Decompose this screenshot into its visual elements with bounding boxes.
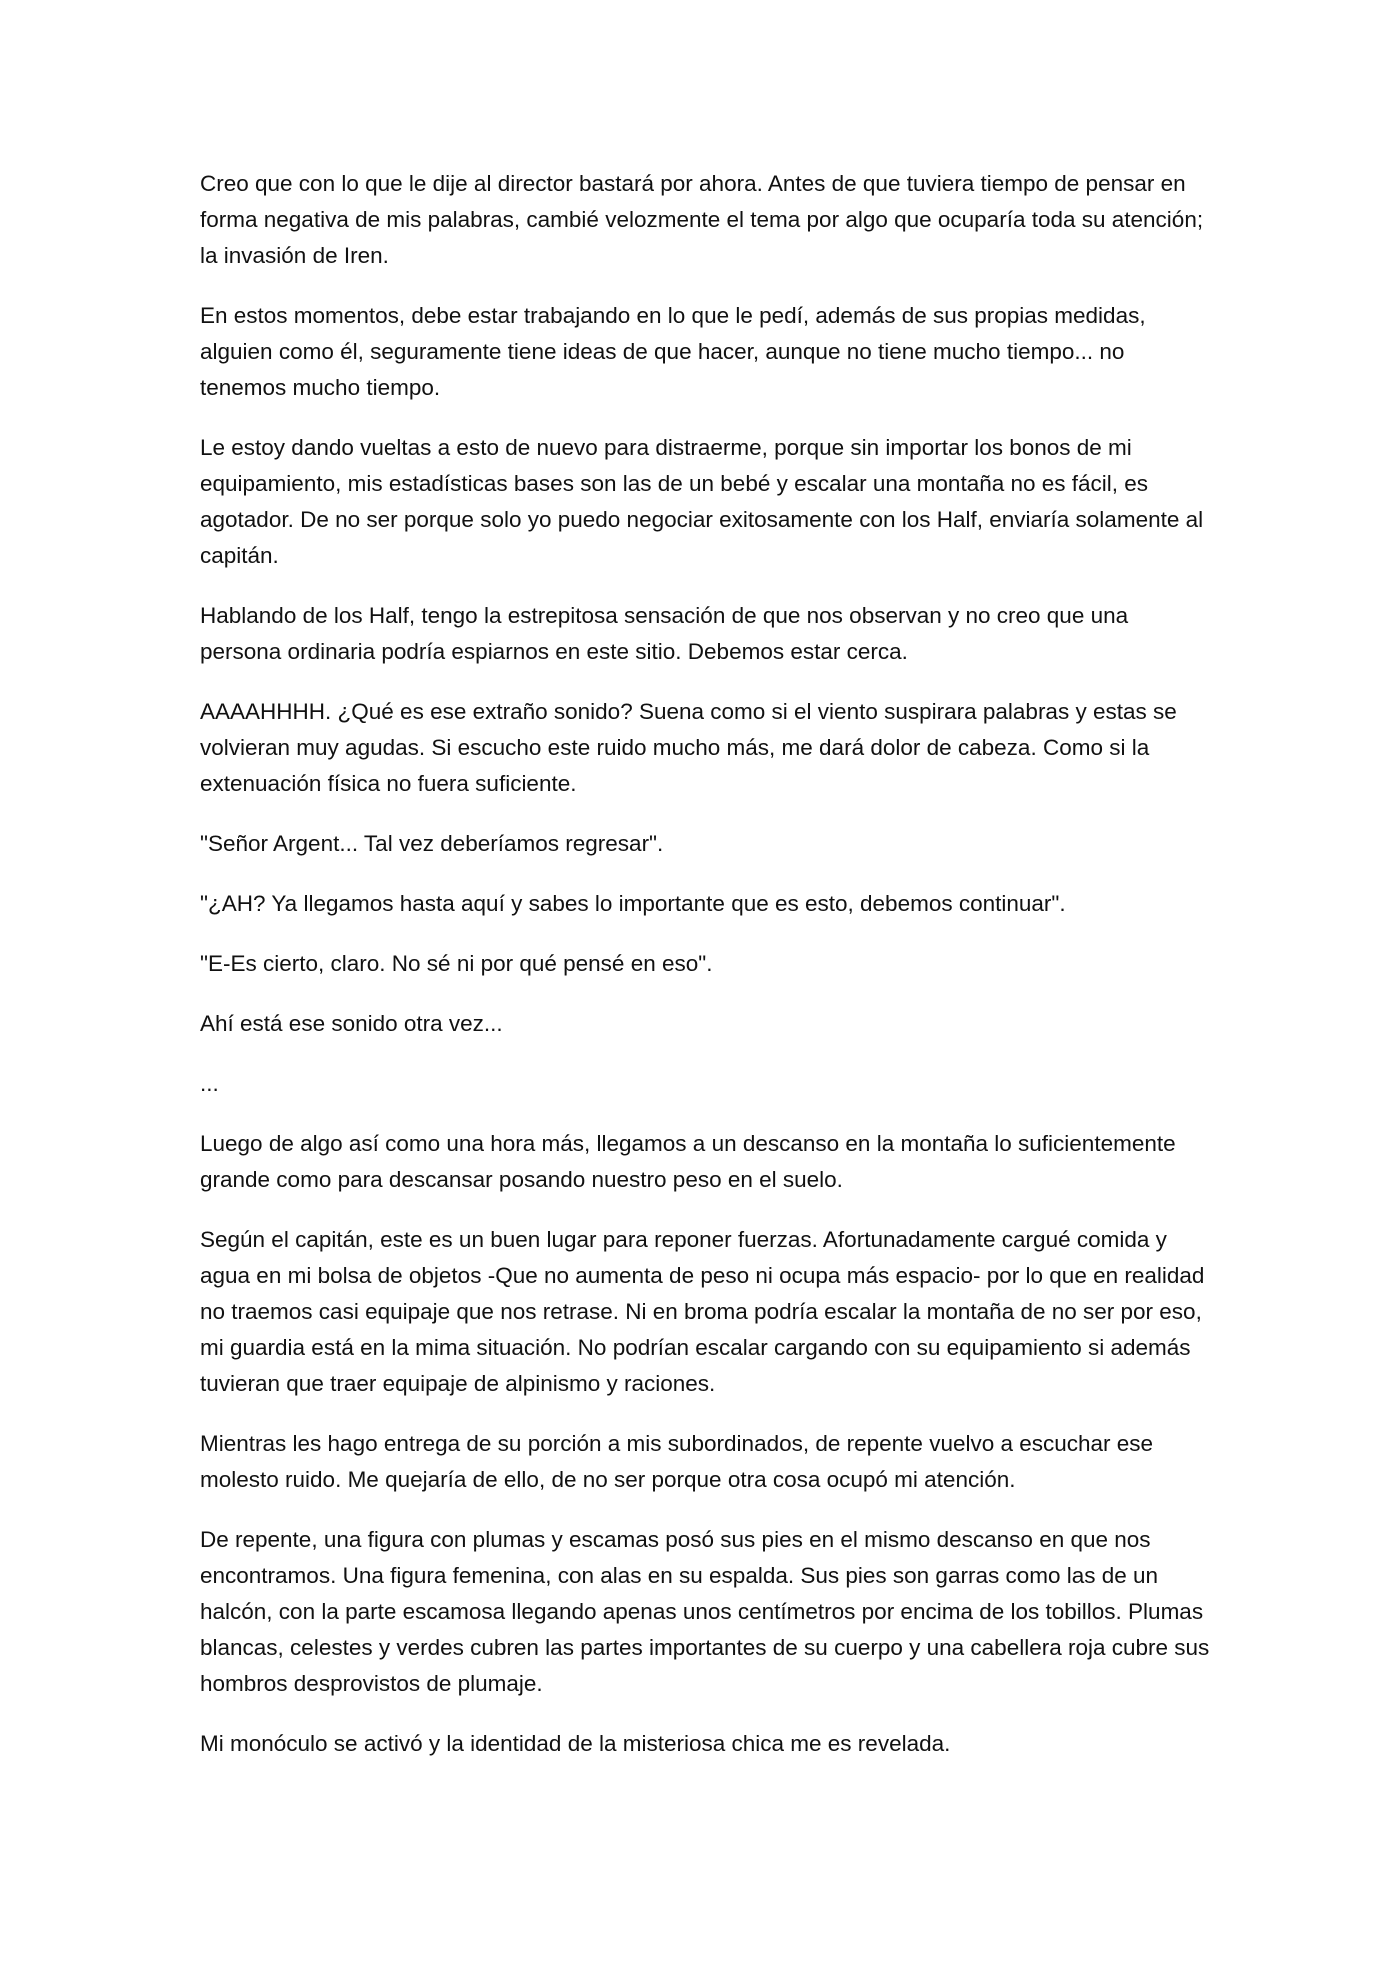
dialogue-line: "¿AH? Ya llegamos hasta aquí y sabes lo importante que es esto, debemos continuar". — [200, 891, 1066, 916]
dialogue-line: "E-Es cierto, claro. No sé ni por qué pensé en eso". — [200, 951, 713, 976]
body-text — [200, 166, 1210, 1786]
paragraph: Ahí está ese sonido otra vez... — [200, 1011, 503, 1036]
paragraph: Según el capitán, este es un buen lugar para reponer fuerzas. Afortunadamente cargué comida y agua en mi bolsa de objetos -Que no aumenta de peso ni ocupa más espacio- por lo que en realidad no traemos casi equipaje que nos retrase. Ni en broma podría escalar la montaña de no ser por eso, mi guardia está en la mima situación. No podrían escalar cargando con su equipamiento si además tuvieran que traer equipaje de alpinismo y raciones. — [200, 1227, 1205, 1396]
paragraph: Mientras les hago entrega de su porción a mis subordinados, de repente vuelvo a escuchar ese molesto ruido. Me quejaría de ello, de no ser porque otra cosa ocupó mi atención. — [200, 1431, 1154, 1492]
paragraph: Mi monóculo se activó y la identidad de la misteriosa chica me es revelada. — [200, 1731, 951, 1756]
paragraph: De repente, una figura con plumas y escamas posó sus pies en el mismo descanso en que nos encontramos. Una figura femenina, con alas en su espalda. Sus pies son garras como las de un halcón, con la parte escamosa llegando apenas unos centímetros por encima de los tobillos. Plumas blancas, celestes y verdes cubren las partes importantes de su cuerpo y una cabellera roja cubre sus hombros desprovistos de plumaje. — [200, 1527, 1210, 1696]
scene-break: ... — [200, 1071, 219, 1096]
paragraph: En estos momentos, debe estar trabajando en lo que le pedí, además de sus propias medidas, alguien como él, seguramente tiene ideas de que hacer, aunque no tiene mucho tiempo... no tenemos mucho tiempo. — [200, 303, 1146, 400]
paragraph: Luego de algo así como una hora más, llegamos a un descanso en la montaña lo suficientemente grande como para descansar posando nuestro peso en el suelo. — [200, 1131, 1176, 1192]
paragraph: Creo que con lo que le dije al director bastará por ahora. Antes de que tuviera tiempo de pensar en forma negativa de mis palabras, cambié velozmente el tema por algo que ocuparía toda su atención; la invasión de Iren. — [200, 171, 1204, 268]
paragraph: Hablando de los Half, tengo la estrepitosa sensación de que nos observan y no creo que una persona ordinaria podría espiarnos en este sitio. Debemos estar cerca. — [200, 603, 1129, 664]
dialogue-line: "Señor Argent... Tal vez deberíamos regresar". — [200, 831, 664, 856]
paragraph: Le estoy dando vueltas a esto de nuevo para distraerme, porque sin importar los bonos de mi equipamiento, mis estadísticas bases son las de un bebé y escalar una montaña no es fácil, es agotador. De no ser porque solo yo puedo negociar exitosamente con los Half, enviaría solamente al capitán. — [200, 435, 1204, 568]
paragraph: AAAAHHHH. ¿Qué es ese extraño sonido? Suena como si el viento suspirara palabras y estas se volvieran muy agudas. Si escucho este ruido mucho más, me dará dolor de cabeza. Como si la extenuación física no fuera suficiente. — [200, 699, 1177, 796]
